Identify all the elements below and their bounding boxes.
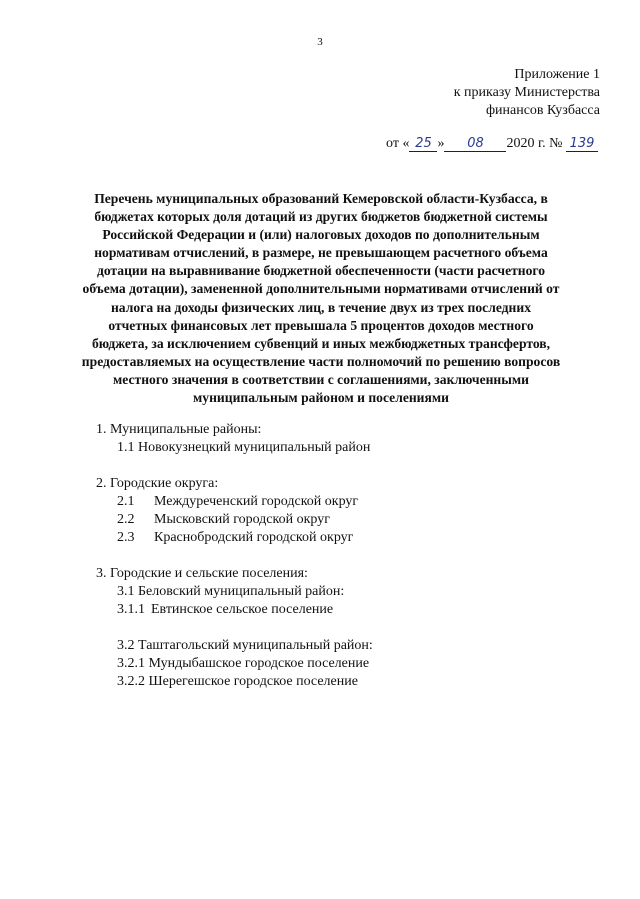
item-code: 2.3 <box>117 530 135 545</box>
item-code: 2.1 <box>117 494 135 509</box>
order-quote-close: » <box>437 136 445 151</box>
list-item <box>96 511 576 529</box>
list-item <box>96 493 576 511</box>
appendix-line-2: к приказу Министерства <box>453 85 600 100</box>
order-month-handwritten: 08 <box>444 137 506 152</box>
list-item <box>96 529 576 547</box>
item-name: Междуреченский городской округ <box>154 494 359 509</box>
item-name: Евтинское сельское поселение <box>151 602 334 617</box>
list-item: 3.2.2 Шерегешское городское поселение <box>117 674 358 689</box>
item-code: 3.1.1 <box>117 602 145 617</box>
appendix-line-1: Приложение 1 <box>514 67 600 82</box>
list-item: 1.1 Новокузнецкий муниципальный район <box>117 440 371 455</box>
list-item: 3.2.1 Мундыбашское городское поселение <box>117 656 370 671</box>
item-name: Мысковский городской округ <box>154 512 330 527</box>
document-title: Перечень муниципальных образований Кемеровской области-Кузбасса, в бюджетах которых доля дотаций из других бюджетов бюджетной системы Российской Федерации и (или) налоговых доходов по дополнительным нормативам отчислений, в размере, не превышающем расчетного объема дотации на выравнивание бюджетной обеспеченности (части расчетного объема дотации), замененной дополнительными нормативами отчислений от налога на доходы физических лиц, в течение двух из трех последних отчетных финансовых лет превышала 5 процентов доходов местного бюджета, за исключением субвенций и иных межбюджетных трансфертов, предоставляемых на осуществление части полномочий по решению вопросов местного значения в соответствии с соглашениями, заключенными муниципальным районом и поселениями <box>81 191 561 406</box>
item-code: 2.2 <box>117 512 135 527</box>
subsection-3-1-heading: 3.1 Беловский муниципальный район: <box>117 584 345 599</box>
section-2-heading: 2. Городские округа: <box>96 476 219 491</box>
municipality-list <box>96 421 576 691</box>
section-1-heading: 1. Муниципальные районы: <box>96 422 262 437</box>
order-date-line <box>386 136 598 152</box>
order-prefix: от « <box>386 136 410 151</box>
appendix-line-3: финансов Кузбасса <box>485 103 600 118</box>
order-day-handwritten: 25 <box>409 137 437 152</box>
list-item <box>96 601 576 619</box>
page-number: 3 <box>317 36 323 48</box>
order-number-handwritten: 139 <box>566 137 598 152</box>
order-year: 2020 г. № <box>506 136 563 151</box>
section-3-heading: 3. Городские и сельские поселения: <box>96 566 308 581</box>
appendix-header <box>454 66 600 120</box>
subsection-3-2-heading: 3.2 Таштагольский муниципальный район: <box>117 638 373 653</box>
item-name: Краснобродский городской округ <box>154 530 354 545</box>
